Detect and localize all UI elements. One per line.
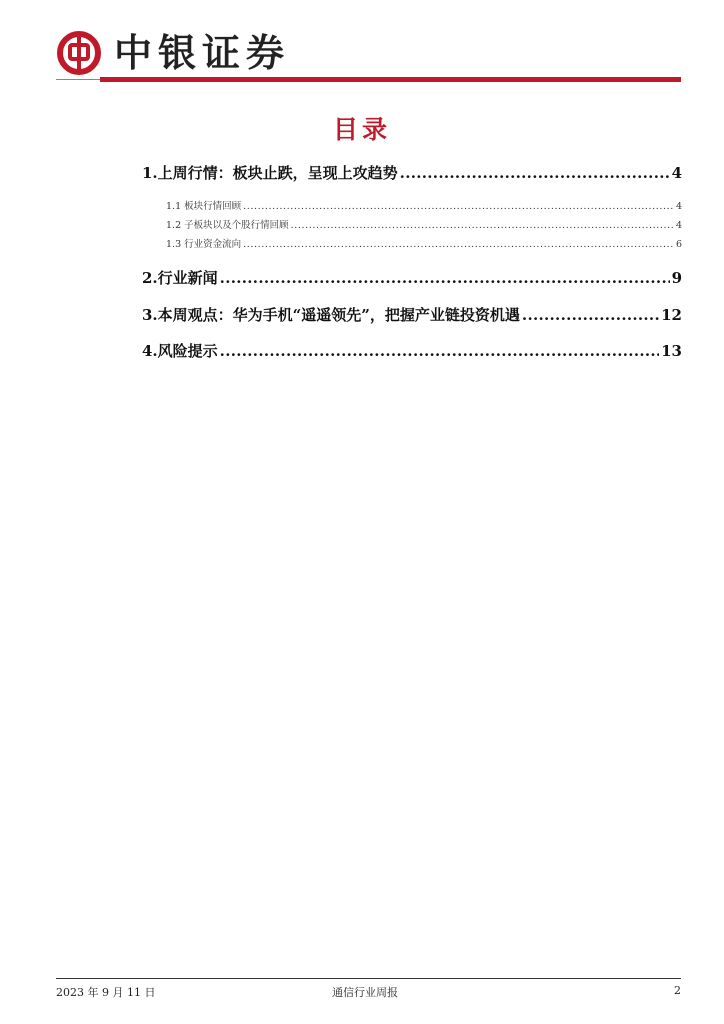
toc-entry-text: 4.风险提示	[142, 342, 218, 360]
report-date: 2023 年 9 月 11 日	[56, 986, 156, 999]
toc-entry-page: 12	[661, 306, 682, 324]
toc-entry[interactable]	[142, 340, 682, 361]
toc-leader-dots	[291, 220, 674, 231]
toc-leader-dots	[220, 269, 670, 287]
report-name: 通信行业周报	[332, 986, 398, 999]
toc-entry-page: 13	[661, 342, 682, 360]
toc-title: 目录	[332, 115, 391, 144]
toc-entry-page: 4	[675, 220, 682, 231]
toc-entry-text: 3.本周观点：华为手机“遥遥领先”，把握产业链投资机遇	[142, 306, 520, 324]
toc-entry-text: 1.3 行业资金流向	[166, 239, 242, 250]
page-number: 2	[674, 984, 681, 997]
toc-entry-text: 1.1 板块行情回顾	[166, 201, 242, 212]
toc-leader-dots	[220, 342, 659, 360]
page-header	[56, 26, 681, 82]
toc-leader-dots	[243, 239, 674, 250]
toc-entry-text: 1.上周行情：板块止跌，呈现上攻趋势	[142, 164, 398, 182]
toc-entry-page: 9	[671, 269, 682, 287]
toc-entry-text: 2.行业新闻	[142, 269, 218, 287]
toc-entry[interactable]	[142, 304, 682, 325]
toc-entry-page: 6	[675, 239, 682, 250]
toc-leader-dots	[243, 201, 674, 212]
footer-rule	[56, 978, 681, 979]
toc-entry-page: 4	[671, 164, 682, 182]
toc-subentry[interactable]	[142, 198, 682, 212]
toc-entry[interactable]	[142, 267, 682, 288]
toc-entry-text: 1.2 子板块以及个股行情回顾	[166, 220, 289, 231]
toc-leader-dots	[400, 164, 670, 182]
bank-of-china-logo-icon	[56, 30, 102, 76]
header-rule-gray	[56, 79, 100, 80]
header-rule-red	[100, 77, 681, 82]
brand-name: 中银证券	[114, 31, 291, 75]
toc-entry-page: 4	[675, 201, 682, 212]
toc-leader-dots	[522, 306, 659, 324]
toc-entry[interactable]	[142, 162, 682, 183]
toc-subentry[interactable]	[142, 236, 682, 250]
toc-subentry[interactable]	[142, 217, 682, 231]
